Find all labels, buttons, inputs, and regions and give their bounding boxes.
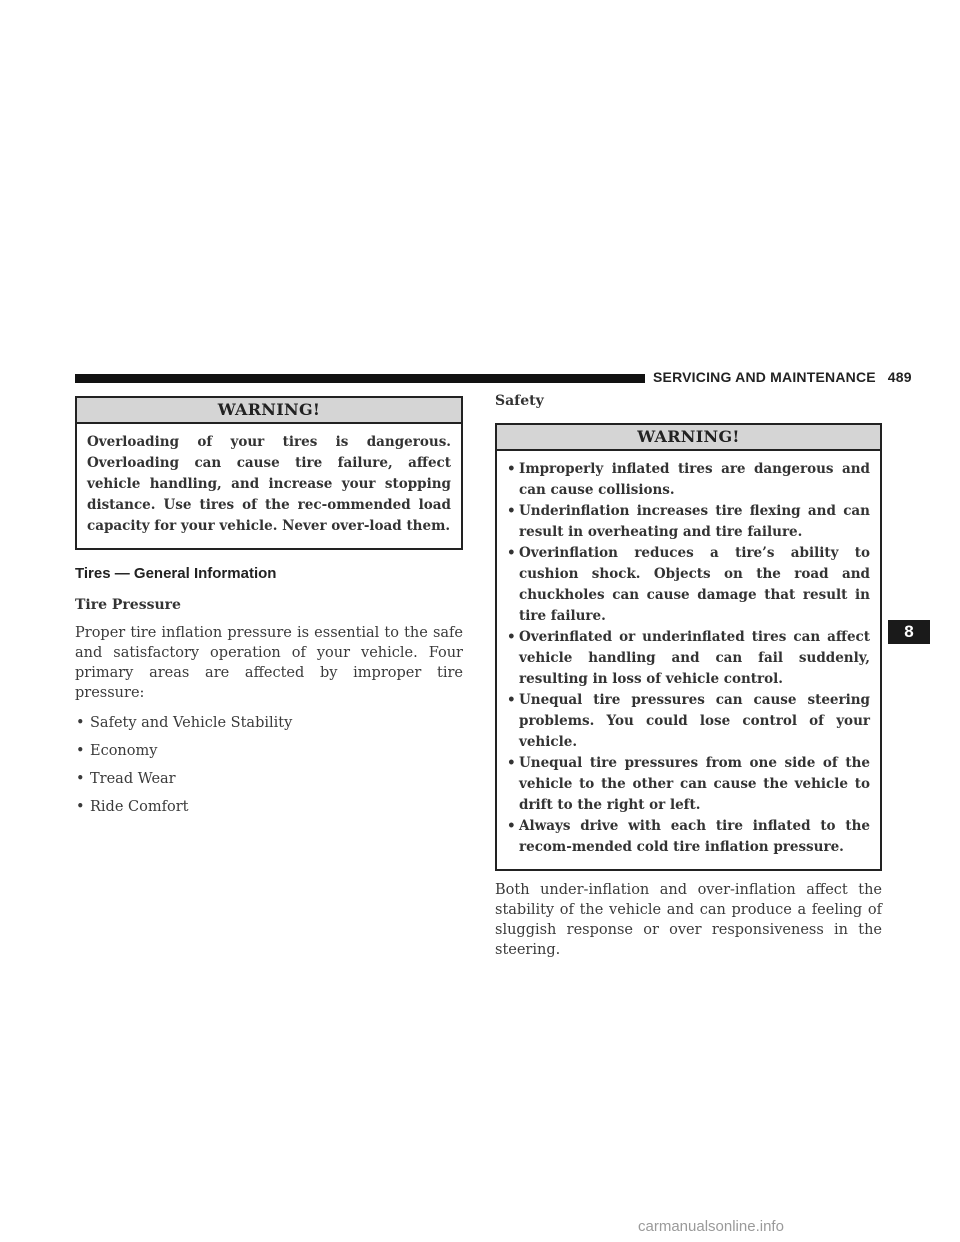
safety-warning-box	[495, 423, 882, 871]
list-item: • Underinflation increases tire flexing and can result in overheating and tire failure.	[507, 501, 870, 543]
affected-areas-list	[75, 709, 463, 821]
list-item: • Overinflated or underinflated tires can affect vehicle handling and can fail suddenly, resulting in loss of vehicle control.	[507, 627, 870, 690]
stability-paragraph: Both under-inflation and over-inflation affect the stability of the vehicle and can produce a feeling of sluggish response or over responsiveness in the steering.	[495, 882, 882, 958]
left-column	[75, 396, 463, 821]
list-item: • Unequal tire pressures can cause steering problems. You could lose control of your vehicle.	[507, 690, 870, 753]
list-item: • Improperly inflated tires are dangerous and can cause collisions.	[507, 459, 870, 501]
list-item: • Overinflation reduces a tire’s ability to cushion shock. Objects on the road and chuckholes can cause damage that result in tire failure.	[507, 543, 870, 627]
warning-heading: WARNING!	[497, 425, 880, 451]
section-title: Tires — General Information	[75, 565, 277, 582]
subsection-title-tire-pressure: Tire Pressure	[75, 597, 181, 613]
tire-pressure-paragraph: Proper tire inflation pressure is essential to the safe and satisfactory operation of your vehicle. Four primary areas are affected by improper tire pressure:	[75, 625, 463, 701]
watermark: carmanualsonline.info	[638, 1218, 784, 1235]
warning-list-body	[497, 451, 880, 869]
warning-heading: WARNING!	[77, 398, 461, 424]
page-number: 489	[887, 369, 912, 385]
overload-warning-box	[75, 396, 463, 550]
list-item: • Economy	[75, 737, 463, 765]
list-item: • Safety and Vehicle Stability	[75, 709, 463, 737]
chapter-tab: 8	[888, 620, 930, 644]
right-column	[495, 392, 882, 960]
header-section-title: SERVICING AND MAINTENANCE	[653, 369, 876, 385]
header-rule	[75, 374, 645, 383]
list-item: • Tread Wear	[75, 765, 463, 793]
list-item: • Ride Comfort	[75, 793, 463, 821]
warning-text: Overloading of your tires is dangerous. Overloading can cause tire failure, affect vehicle handling, and increase your stopping distance. Use tires of the rec-ommended load capacity for your vehicle. Never over-load them.	[87, 434, 451, 534]
warning-list	[507, 459, 870, 858]
subsection-title-safety: Safety	[495, 393, 544, 409]
list-item: • Unequal tire pressures from one side of the vehicle to the other can cause the vehicle to drift to the right or left.	[507, 753, 870, 816]
running-header	[653, 369, 912, 385]
list-item: • Always drive with each tire inflated to the recom-mended cold tire inflation pressure.	[507, 816, 870, 858]
